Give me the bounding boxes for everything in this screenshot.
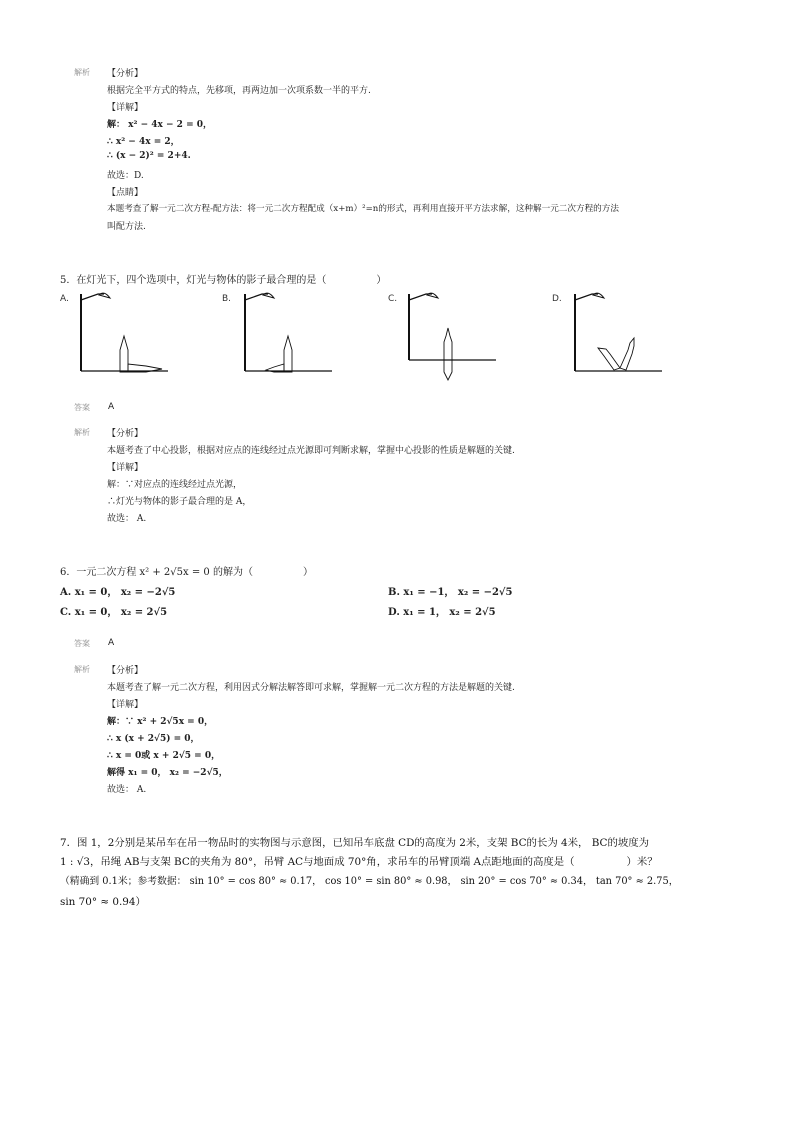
solution-step: ∴ x = 0或 x + 2√5 = 0，	[107, 751, 221, 761]
option-b-lamp-figure	[240, 288, 335, 378]
option-a-lamp-figure	[76, 288, 171, 378]
remark-text: 叫配方法.	[107, 222, 146, 232]
remark-text: 本题考查了解一元二次方程-配方法：将一元二次方程配成（x+m）²=n的形式，再利用直接开平方法求解，这种解一元二次方程的方法	[107, 204, 619, 214]
analysis-text: 本题考查了中心投影，根据对应点的连线经过点光源即可判断求解，掌握中心投影的性质是解题的关键.	[107, 446, 515, 456]
jiexi-label: 解析	[74, 68, 90, 77]
choice-text: 故选： A.	[107, 785, 147, 795]
jiexi-label: 解析	[74, 428, 90, 437]
question-5-stem: 5．在灯光下，四个选项中，灯光与物体的影子最合理的是（ ）	[60, 275, 387, 286]
option-d-lamp-figure	[570, 288, 665, 378]
analysis-heading: 【分析】	[107, 666, 144, 676]
answer-label: 答案	[74, 639, 90, 648]
answer-label: 答案	[74, 403, 90, 412]
analysis-heading: 【分析】	[107, 69, 144, 79]
jiexi-label: 解析	[74, 665, 90, 674]
option-a[interactable]: A. x₁ = 0， x₂ = −2√5	[60, 587, 176, 598]
option-d-label[interactable]: D.	[552, 294, 562, 304]
option-b-label[interactable]: B.	[222, 294, 232, 304]
option-c[interactable]: C. x₁ = 0， x₂ = 2√5	[60, 607, 168, 618]
solution-step: ∴ x² − 4x = 2，	[107, 137, 180, 147]
solution-step: ∴灯光与物体的影子最合理的是 A，	[107, 497, 252, 507]
analysis-text: 本题考查了解一元二次方程，利用因式分解法解答即可求解，掌握解一元二次方程的方法是解题的关键.	[107, 683, 515, 693]
option-a-label[interactable]: A.	[60, 294, 69, 304]
choice-text: 故选：D.	[107, 171, 144, 181]
choice-text: 故选： A.	[107, 514, 147, 524]
detail-heading: 【详解】	[107, 463, 144, 473]
solution-step: 解：∵对应点的连线经过点光源，	[107, 480, 243, 490]
option-b[interactable]: B. x₁ = −1， x₂ = −2√5	[388, 587, 513, 598]
solution-step: 解：∵ x² + 2√5x = 0，	[107, 717, 214, 727]
solution-step: ∴ x (x + 2√5) = 0，	[107, 734, 200, 744]
analysis-text: 根据完全平方式的特点，先移项，再两边加一次项系数一半的平方.	[107, 86, 371, 96]
solution-step: 解： x² − 4x − 2 = 0，	[107, 120, 213, 130]
question-7-line: sin 70° ≈ 0.94）	[60, 896, 146, 908]
solution-step: 解得 x₁ = 0， x₂ = −2√5，	[107, 768, 228, 778]
question-7-line: 1 : √3，吊绳 AB与支架 BC的夹角为 80°，吊臂 AC与地面成 70°角，求吊车的吊臂顶端 A点距地面的高度是（ ）米？	[60, 856, 658, 868]
solution-step: ∴ (x − 2)² = 2+4.	[107, 151, 191, 161]
question-6-stem: 6．一元二次方程 x² + 2√5x = 0 的解为（ ）	[60, 567, 313, 578]
option-c-lamp-figure	[404, 288, 499, 380]
remark-heading: 【点睛】	[107, 188, 144, 198]
analysis-heading: 【分析】	[107, 429, 144, 439]
option-c-label[interactable]: C.	[388, 294, 398, 304]
question-7-line: 7．图 1，2分别是某吊车在吊一物品时的实物图与示意图，已知吊车底盘 CD的高度为 2米，支架 BC的长为 4米， BC的坡度为	[60, 837, 650, 849]
answer-value: A	[108, 402, 115, 412]
answer-value: A	[108, 638, 115, 648]
question-7-line: （精确到 0.1米；参考数据： sin 10° = cos 80° ≈ 0.17， cos 10° = sin 80° ≈ 0.98， sin 20° = cos 70° ≈ 0.34， tan 70° ≈ 2.75，	[60, 876, 679, 887]
detail-heading: 【详解】	[107, 103, 144, 113]
detail-heading: 【详解】	[107, 700, 144, 710]
option-d[interactable]: D. x₁ = 1， x₂ = 2√5	[388, 607, 496, 618]
